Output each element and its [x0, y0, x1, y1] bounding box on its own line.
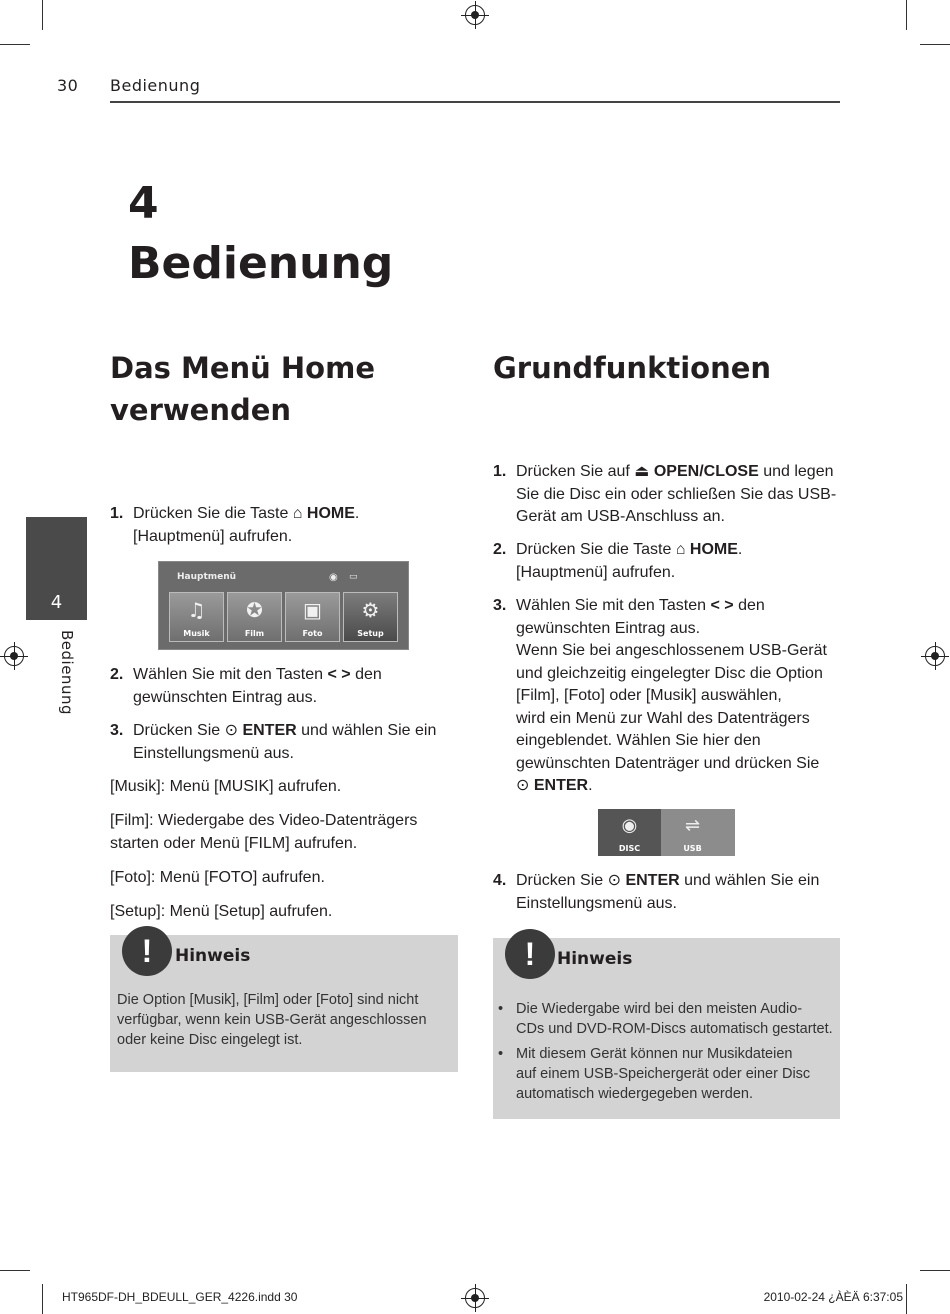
enter-icon: ⊙	[607, 872, 621, 889]
option-musik: [Musik]: Menü [MUSIK] aufrufen.	[110, 778, 342, 795]
key-label: ENTER	[242, 722, 297, 739]
crop-mark	[906, 1284, 907, 1314]
note-bullet: • Die Wiedergabe wird bei den meisten Audio- CDs und DVD-ROM-Discs automatisch gestartet.	[498, 1001, 833, 1037]
eject-icon: ⏏	[634, 463, 650, 480]
footer-file-name: HT965DF-DH_BDEULL_GER_4226.indd 30	[62, 1290, 298, 1304]
device-tile-disc: ◉ DISC	[598, 809, 661, 856]
home-icon: ⌂	[675, 541, 686, 558]
crop-mark	[906, 0, 907, 30]
list-item: 3. Wählen Sie mit den Tasten < > den gewünschten Eintrag aus. Wenn Sie bei angeschlossenem USB-Gerät und gleichzeitig eingelegter Disc die Option [Film], [Foto] oder [Musik] auswählen, wird ein Menü zur Wahl des Datenträgers eingeblendet. Wählen Sie hier den gewünschten Datenträger und drücken Sie ⊙ ENTER.	[493, 597, 827, 794]
key-label: HOME	[306, 505, 355, 522]
step-number: 4.	[493, 872, 507, 889]
crop-mark	[920, 1270, 950, 1271]
footer-timestamp: 2010-02-24 ¿ÀÈÄ 6:37:05	[763, 1290, 903, 1304]
note-bullet: • Mit diesem Gerät können nur Musikdateien auf einem USB-Speichergerät oder einer Disc automatisch wiedergegeben werden.	[498, 1046, 811, 1102]
section-heading-basic-functions: Grundfunktionen	[493, 351, 772, 385]
disc-icon: ◉	[329, 572, 338, 583]
usb-icon: ⇌	[684, 815, 701, 836]
registration-mark-icon	[465, 5, 485, 25]
disc-icon: ◉	[621, 815, 638, 836]
home-icon: ⌂	[292, 505, 303, 522]
chapter-title: Bedienung	[128, 238, 394, 289]
page-number: 30	[57, 76, 79, 95]
list-item: 3. Drücken Sie ⊙ ENTER und wählen Sie ein Einstellungsmenü aus.	[110, 722, 437, 762]
crop-mark	[42, 1284, 43, 1314]
gear-icon: ⚙	[361, 598, 380, 622]
key-label: ENTER	[625, 872, 680, 889]
device-select-screenshot	[598, 809, 735, 856]
menu-tile-musik: ♫ Musik	[169, 592, 224, 642]
film-reel-icon: ✪	[246, 598, 263, 622]
header-rule	[110, 101, 840, 103]
enter-icon: ⊙	[516, 777, 530, 794]
crop-mark	[42, 0, 43, 30]
usb-icon: ▭	[349, 572, 358, 582]
option-film: [Film]: Wiedergabe des Video-Datenträgers starten oder Menü [FILM] aufrufen.	[110, 812, 418, 852]
exclamation-icon: !	[122, 926, 172, 976]
running-title: Bedienung	[110, 76, 201, 95]
note-text: Die Option [Musik], [Film] oder [Foto] sind nicht verfügbar, wenn kein USB-Gerät angeschlossen oder keine Disc eingelegt ist.	[117, 992, 427, 1048]
list-item: 1. Drücken Sie auf ⏏ OPEN/CLOSE und legen Sie die Disc ein oder schließen Sie das USB- Gerät am USB-Anschluss an.	[493, 463, 837, 525]
photo-icon: ▣	[303, 598, 322, 622]
menu-tile-setup: ⚙ Setup	[343, 592, 398, 642]
side-tab-number: 4	[50, 592, 63, 613]
menu-screen-title: Hauptmenü	[177, 572, 237, 582]
note-title: Hinweis	[175, 946, 251, 966]
key-label: OPEN/CLOSE	[653, 463, 759, 480]
registration-mark-icon	[925, 646, 945, 666]
arrow-keys: < >	[710, 597, 734, 614]
list-item: 1. Drücken Sie die Taste ⌂ HOME. [Hauptmenü] aufrufen.	[110, 505, 360, 545]
option-setup: [Setup]: Menü [Setup] aufrufen.	[110, 903, 333, 920]
step-number: 3.	[110, 722, 124, 739]
crop-mark	[0, 44, 30, 45]
crop-mark	[0, 1270, 30, 1271]
section-heading-home-menu: Das Menü Home verwenden	[110, 351, 375, 427]
enter-icon: ⊙	[224, 722, 238, 739]
list-item: 2. Drücken Sie die Taste ⌂ HOME. [Hauptmenü] aufrufen.	[493, 541, 743, 581]
device-tile-usb: ⇌ USB	[661, 809, 724, 856]
home-menu-screenshot	[158, 561, 409, 650]
menu-tile-film: ✪ Film	[227, 592, 282, 642]
key-label: ENTER	[533, 777, 589, 794]
key-label: HOME	[689, 541, 738, 558]
music-note-icon: ♫	[187, 598, 206, 622]
arrow-keys: < >	[327, 666, 351, 683]
menu-tile-foto: ▣ Foto	[285, 592, 340, 642]
list-item: 2. Wählen Sie mit den Tasten < > den gewünschten Eintrag aus.	[110, 666, 382, 706]
side-tab-label: Bedienung	[58, 630, 76, 715]
step-number: 1.	[493, 463, 507, 480]
exclamation-icon: !	[505, 929, 555, 979]
step-number: 1.	[110, 505, 124, 522]
option-foto: [Foto]: Menü [FOTO] aufrufen.	[110, 869, 325, 886]
registration-mark-icon	[4, 646, 24, 666]
step-number: 3.	[493, 597, 507, 614]
note-title: Hinweis	[557, 949, 633, 969]
step-number: 2.	[493, 541, 507, 558]
registration-mark-icon	[465, 1288, 485, 1308]
list-item: 4. Drücken Sie ⊙ ENTER und wählen Sie ein Einstellungsmenü aus.	[493, 872, 820, 912]
crop-mark	[920, 44, 950, 45]
step-number: 2.	[110, 666, 124, 683]
chapter-number: 4	[128, 178, 159, 229]
